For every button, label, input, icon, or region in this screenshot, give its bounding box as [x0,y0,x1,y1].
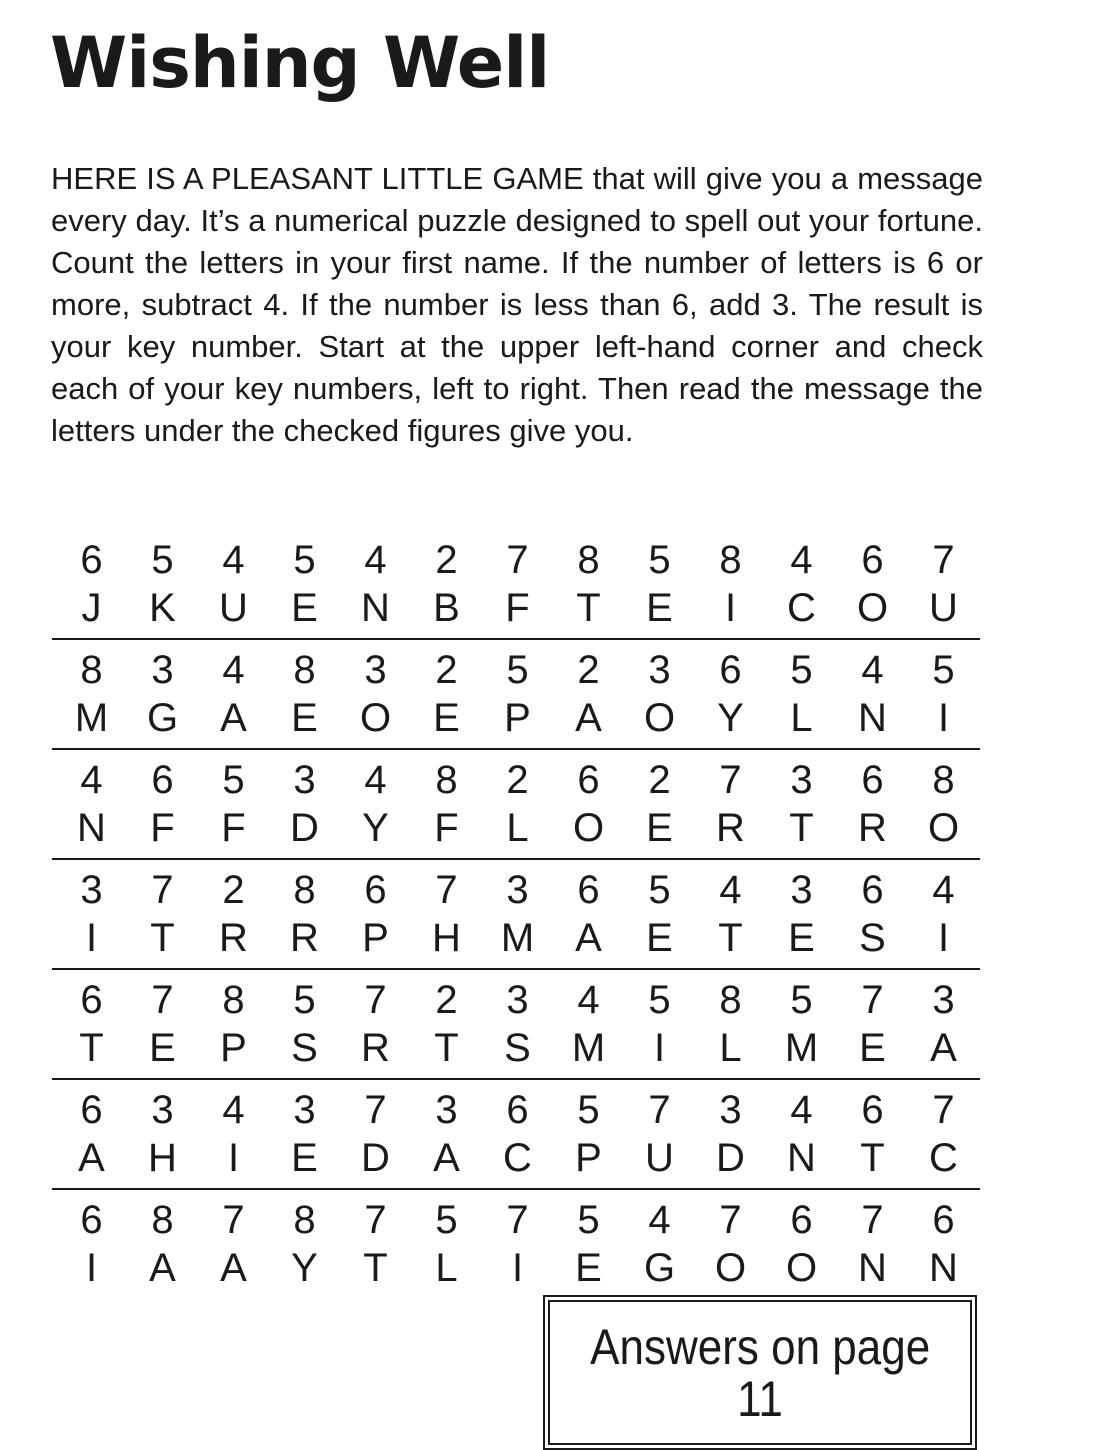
grid-letter: D [361,1136,390,1180]
grid-cell [908,640,979,748]
grid-letter: P [220,1026,247,1070]
grid-letter: A [220,1246,247,1290]
grid-letter: B [433,586,460,630]
grid-letter: U [219,586,248,630]
grid-letter: E [575,1246,602,1290]
grid-cell [624,750,695,858]
grid-number: 8 [435,758,458,802]
grid-number: 6 [80,978,103,1022]
grid-cell [553,1190,624,1298]
grid-letter: R [858,806,887,850]
grid-letter: G [643,1246,676,1290]
grid-number: 4 [222,538,245,582]
grid-number: 3 [719,1088,742,1132]
grid-cell [56,640,127,748]
grid-cell [553,1080,624,1188]
grid-number: 8 [577,538,600,582]
grid-number: 2 [506,758,529,802]
grid-cell [837,750,908,858]
puzzle-grid [52,530,980,1298]
grid-letter: T [150,916,175,960]
grid-cell [269,530,340,638]
grid-number: 3 [293,1088,316,1132]
grid-letter: A [575,696,602,740]
grid-number: 4 [790,538,813,582]
grid-cell [198,640,269,748]
grid-letter: E [291,586,318,630]
grid-letter: L [506,806,529,850]
grid-number: 5 [648,538,671,582]
grid-number: 5 [577,1088,600,1132]
grid-cell [624,860,695,968]
grid-number: 4 [648,1198,671,1242]
grid-cell [766,860,837,968]
grid-letter: N [929,1246,958,1290]
grid-cell [837,860,908,968]
grid-row [52,970,980,1080]
grid-letter: Y [362,806,389,850]
grid-letter: D [290,806,319,850]
grid-cell [766,750,837,858]
grid-cell [482,640,553,748]
grid-letter: N [858,696,887,740]
grid-cell [908,750,979,858]
grid-number: 4 [577,978,600,1022]
page-title: Wishing Well [50,22,550,104]
grid-cell [411,1190,482,1298]
grid-number: 7 [719,1198,742,1242]
grid-letter: T [363,1246,388,1290]
grid-number: 4 [790,1088,813,1132]
grid-cell [56,530,127,638]
grid-letter: L [790,696,813,740]
grid-letter: I [937,696,950,740]
grid-letter: R [219,916,248,960]
grid-number: 8 [719,978,742,1022]
grid-number: 7 [648,1088,671,1132]
grid-letter: R [716,806,745,850]
grid-letter: E [291,1136,318,1180]
grid-letter: N [858,1246,887,1290]
grid-number: 3 [648,648,671,692]
grid-number: 5 [648,978,671,1022]
grid-letter: L [435,1246,458,1290]
grid-letter: E [646,586,673,630]
grid-number: 2 [222,868,245,912]
grid-number: 3 [932,978,955,1022]
grid-number: 7 [861,1198,884,1242]
grid-number: 3 [790,758,813,802]
grid-number: 6 [861,758,884,802]
grid-cell [766,1080,837,1188]
grid-cell [837,1080,908,1188]
grid-letter: M [571,1026,606,1070]
grid-letter: O [785,1246,818,1290]
grid-letter: O [856,586,889,630]
grid-cell [553,750,624,858]
grid-cell [56,1190,127,1298]
grid-cell [695,1190,766,1298]
grid-cell [482,1190,553,1298]
grid-cell [411,640,482,748]
grid-letter: C [929,1136,958,1180]
grid-cell [908,1190,979,1298]
grid-letter: O [359,696,392,740]
grid-cell [269,860,340,968]
grid-number: 5 [293,978,316,1022]
grid-letter: A [78,1136,105,1180]
grid-number: 4 [932,868,955,912]
grid-number: 7 [364,978,387,1022]
grid-cell [198,530,269,638]
grid-number: 6 [80,1088,103,1132]
grid-cell [908,1080,979,1188]
grid-letter: H [432,916,461,960]
grid-cell [340,640,411,748]
grid-cell [198,970,269,1078]
grid-number: 3 [506,978,529,1022]
grid-row [52,1190,980,1298]
grid-letter: M [74,696,109,740]
grid-cell [482,530,553,638]
grid-letter: E [859,1026,886,1070]
grid-letter: N [77,806,106,850]
grid-cell [340,750,411,858]
grid-number: 5 [506,648,529,692]
grid-letter: C [787,586,816,630]
grid-cell [56,750,127,858]
grid-cell [127,970,198,1078]
grid-letter: C [503,1136,532,1180]
grid-number: 6 [577,868,600,912]
grid-number: 4 [364,538,387,582]
grid-letter: T [860,1136,885,1180]
grid-number: 5 [932,648,955,692]
grid-letter: M [500,916,535,960]
grid-cell [908,970,979,1078]
grid-number: 3 [790,868,813,912]
grid-cell [624,970,695,1078]
grid-letter: A [575,916,602,960]
grid-number: 5 [648,868,671,912]
answers-line-1: Answers on page [589,1318,930,1375]
grid-letter: E [646,806,673,850]
grid-number: 7 [151,978,174,1022]
grid-cell [198,1190,269,1298]
grid-letter: I [937,916,950,960]
grid-number: 4 [80,758,103,802]
grid-number: 7 [932,538,955,582]
grid-number: 2 [435,978,458,1022]
grid-cell [411,1080,482,1188]
grid-cell [695,1080,766,1188]
grid-number: 3 [80,868,103,912]
grid-letter: Y [291,1246,318,1290]
instructions-paragraph: HERE IS A PLEASANT LITTLE GAME that will give you a message every day. It’s a numerical puzzle designed to spell out your fortune. Count the letters in your first name. If the number of letters is 6 or more, subtract 4. If the number is less than 6, add 3. The result is your key number. Start at the upper left-hand corner and check each of your key numbers, left to right. Then read the message the letters under the checked figures give you. [51,161,983,448]
grid-cell [269,1190,340,1298]
grid-number: 4 [364,758,387,802]
grid-number: 4 [222,1088,245,1132]
grid-number: 5 [577,1198,600,1242]
grid-cell [908,860,979,968]
grid-number: 6 [151,758,174,802]
grid-letter: M [784,1026,819,1070]
grid-letter: O [643,696,676,740]
grid-number: 7 [364,1088,387,1132]
grid-letter: F [221,806,246,850]
grid-letter: G [146,696,179,740]
grid-letter: O [572,806,605,850]
grid-cell [127,750,198,858]
grid-letter: H [148,1136,177,1180]
grid-cell [695,530,766,638]
grid-number: 3 [151,648,174,692]
grid-letter: P [504,696,531,740]
grid-cell [411,860,482,968]
grid-number: 2 [435,648,458,692]
answers-page-number: 11 [737,1370,783,1427]
grid-letter: N [787,1136,816,1180]
grid-row [52,1080,980,1190]
grid-cell [766,530,837,638]
grid-letter: T [79,1026,104,1070]
grid-cell [908,530,979,638]
grid-row [52,530,980,640]
grid-cell [482,970,553,1078]
grid-letter: I [85,1246,98,1290]
answers-box-inner [548,1300,972,1445]
grid-cell [340,1190,411,1298]
grid-letter: O [927,806,960,850]
grid-cell [766,1190,837,1298]
grid-cell [624,1190,695,1298]
grid-cell [837,970,908,1078]
grid-cell [127,1190,198,1298]
grid-number: 5 [790,648,813,692]
grid-row [52,640,980,750]
grid-letter: S [504,1026,531,1070]
grid-cell [553,530,624,638]
grid-cell [553,970,624,1078]
grid-letter: E [149,1026,176,1070]
grid-letter: T [576,586,601,630]
grid-cell [198,750,269,858]
grid-cell [411,750,482,858]
grid-number: 6 [932,1198,955,1242]
grid-cell [340,860,411,968]
grid-number: 8 [932,758,955,802]
grid-letter: D [716,1136,745,1180]
grid-cell [482,1080,553,1188]
grid-letter: P [575,1136,602,1180]
grid-cell [56,1080,127,1188]
grid-number: 8 [293,868,316,912]
grid-cell [766,970,837,1078]
grid-number: 8 [293,1198,316,1242]
grid-cell [340,530,411,638]
grid-letter: U [645,1136,674,1180]
grid-cell [127,640,198,748]
grid-number: 6 [861,538,884,582]
grid-number: 2 [648,758,671,802]
grid-cell [624,1080,695,1188]
grid-letter: E [433,696,460,740]
grid-cell [127,530,198,638]
grid-letter: J [81,586,102,630]
grid-row [52,750,980,860]
grid-number: 7 [222,1198,245,1242]
grid-letter: T [789,806,814,850]
grid-letter: P [362,916,389,960]
grid-letter: Y [717,696,744,740]
grid-number: 8 [222,978,245,1022]
grid-number: 2 [435,538,458,582]
grid-letter: A [433,1136,460,1180]
grid-number: 3 [435,1088,458,1132]
grid-cell [269,640,340,748]
grid-letter: T [434,1026,459,1070]
grid-letter: R [361,1026,390,1070]
grid-number: 6 [861,1088,884,1132]
grid-cell [482,860,553,968]
grid-number: 3 [151,1088,174,1132]
grid-number: 7 [506,538,529,582]
grid-cell [482,750,553,858]
grid-number: 5 [222,758,245,802]
grid-number: 7 [506,1198,529,1242]
grid-number: 6 [719,648,742,692]
grid-number: 6 [364,868,387,912]
grid-number: 5 [435,1198,458,1242]
grid-number: 4 [222,648,245,692]
grid-number: 5 [790,978,813,1022]
grid-letter: A [930,1026,957,1070]
grid-number: 6 [790,1198,813,1242]
grid-letter: E [646,916,673,960]
grid-number: 8 [80,648,103,692]
grid-number: 7 [435,868,458,912]
grid-cell [198,860,269,968]
grid-cell [56,970,127,1078]
grid-letter: I [511,1246,524,1290]
grid-number: 6 [80,538,103,582]
grid-letter: E [291,696,318,740]
grid-cell [837,1190,908,1298]
grid-letter: N [361,586,390,630]
grid-number: 6 [577,758,600,802]
grid-number: 7 [861,978,884,1022]
grid-number: 3 [364,648,387,692]
grid-cell [695,970,766,1078]
grid-cell [766,640,837,748]
grid-cell [695,860,766,968]
grid-cell [411,970,482,1078]
grid-number: 3 [506,868,529,912]
grid-letter: I [724,586,737,630]
grid-letter: O [714,1246,747,1290]
grid-cell [198,1080,269,1188]
grid-number: 8 [719,538,742,582]
grid-number: 5 [151,538,174,582]
grid-row [52,860,980,970]
grid-cell [269,750,340,858]
grid-cell [411,530,482,638]
grid-number: 8 [293,648,316,692]
grid-letter: A [149,1246,176,1290]
grid-letter: F [150,806,175,850]
grid-cell [340,970,411,1078]
grid-letter: L [719,1026,742,1070]
grid-letter: F [505,586,530,630]
grid-cell [127,1080,198,1188]
grid-number: 7 [719,758,742,802]
grid-letter: R [290,916,319,960]
grid-number: 7 [151,868,174,912]
grid-cell [340,1080,411,1188]
grid-cell [553,860,624,968]
grid-cell [269,1080,340,1188]
grid-number: 7 [932,1088,955,1132]
grid-cell [837,530,908,638]
grid-number: 4 [719,868,742,912]
grid-number: 5 [293,538,316,582]
grid-letter: U [929,586,958,630]
grid-letter: S [291,1026,318,1070]
grid-letter: K [149,586,176,630]
grid-letter: S [859,916,886,960]
grid-cell [837,640,908,748]
grid-cell [553,640,624,748]
grid-cell [624,530,695,638]
grid-letter: T [718,916,743,960]
grid-cell [269,970,340,1078]
grid-cell [695,750,766,858]
grid-number: 2 [577,648,600,692]
grid-number: 3 [293,758,316,802]
grid-letter: E [788,916,815,960]
grid-letter: A [220,696,247,740]
grid-cell [56,860,127,968]
grid-letter: I [653,1026,666,1070]
grid-number: 8 [151,1198,174,1242]
grid-cell [127,860,198,968]
grid-number: 6 [506,1088,529,1132]
grid-number: 7 [364,1198,387,1242]
answers-box [543,1295,977,1450]
grid-letter: I [85,916,98,960]
grid-cell [695,640,766,748]
grid-cell [624,640,695,748]
grid-letter: F [434,806,459,850]
grid-letter: I [227,1136,240,1180]
grid-number: 6 [861,868,884,912]
grid-number: 4 [861,648,884,692]
grid-number: 6 [80,1198,103,1242]
